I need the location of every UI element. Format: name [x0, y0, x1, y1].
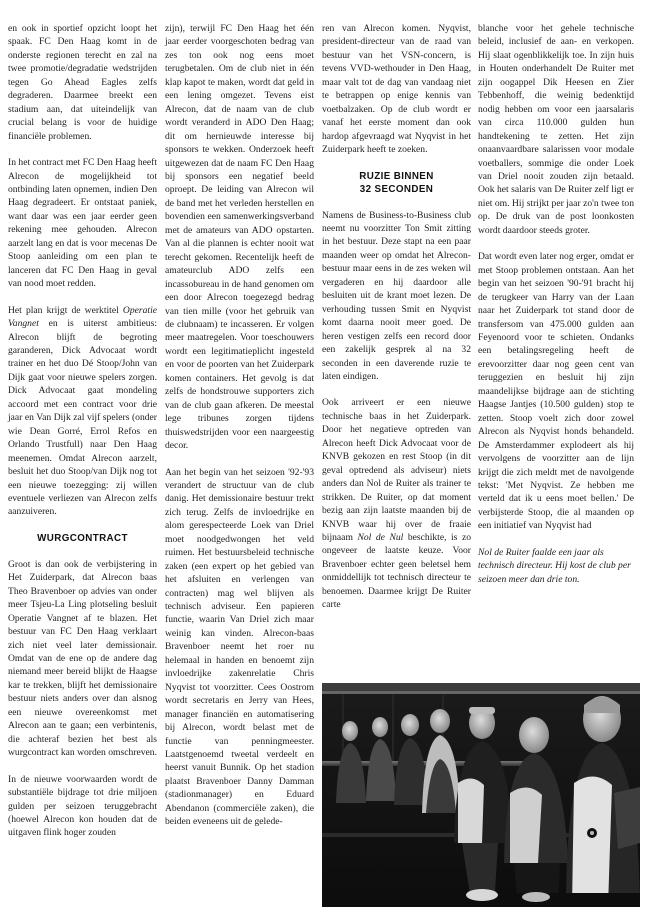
paragraph: In het contract met FC Den Haag heeft Alrecon de mogelijkheid tot ontbinding laten opnemen, indien Den Haag degradeert. Er ontstaat paniek, want daar was een jaar eerder geen rekening mee gehouden. Alrecon aarzelt lang en dat is voor mecenas De Stoop aanleiding om een plan te lanceren dat FC Den Haag in geval van nood moet redden.	[8, 157, 157, 290]
text-run: Ook arriveert er een nieuwe technische baas in het Zuiderpark. Door het negatieve optreden van Alrecon heeft Dick Advocaat voor de KNVB gekozen en rest Stoop (in dit geval optredend als adviseur) niets anders dan Nol de Ruiter als trainer te strikken. De Ruiter, op dat moment bezig aan zijn laatste maanden bij de KNVB waar hij over de fraaie bijnaam	[322, 397, 471, 543]
dugout-photo	[322, 683, 640, 907]
text-column-3	[322, 22, 471, 612]
heading-line: RUZIE BINNEN	[359, 170, 434, 182]
section-heading	[322, 170, 471, 196]
paragraph: Dat wordt even later nog erger, omdat er met Stoop problemen ontstaan. Aan het begin van het seizoen '90-'91 bracht hij de terugkeer van Harry van der Laan naar het Zuiderpark tot stand door de transfersom van 475.000 gulden aan Feyenoord voor te schieten. Ondanks een betalingsregeling heeft de erevoorzitter daar nog geen cent van teruggezien en besluit hij zijn maandelijkse bijdrage aan de stichting Haagse Jantjes (10.500 gulden) stop te zetten. Stoop voelt zich door zowel Alrecon als Nyqvist honds behandeld. De Amsterdammer explodeert als hij vervolgens de voorzitter aan de lijn krijgt die zich meldt met de navolgende tekst: 'Met Nyqvist. Ze hebben me verteld dat ik u eens moet bellen.' De verbijsterde Stoop, die al maanden op een initiatief van Nyqvist had	[478, 251, 634, 532]
paragraph: Aan het begin van het seizoen '92-'93 verandert de structuur van de club danig. Het demissionaire bestuur trekt zich terug. Zelfs de invloedrijke en alom gerespecteerde Loek van Driel moet noodgedwongen het veld ruimen. Het bestuursbeleid technische zaken (een expert op het gebied van het afsluiten en verlengen van contracten) mag wel blijven als technisch adviseur. Een papieren functie, waarin Van Driel zich maar weinig kan vinden. Alrecon-baas Bravenboer neemt het roer nu helemaal in handen en benoemt zijn invloedrijke zakenrelatie Chris Nyqvist tot voorzitter. Cees Oostrom wordt secretaris en Jerry van Hees, manager financiën en automatisering bij Alrecon, wordt belast met de functie van penningmeester. Laatstgenoemd tweetal verdeelt en heerst vanuit Bunnik. Op het stadion plaatst Bravenboer Danny Damman (stadionmanager) en Eduard Abendanon (commerciële zaken), die beiden eveneens uit de gelede-	[165, 466, 314, 828]
text-column-4	[478, 22, 634, 586]
text-column-2	[165, 22, 314, 829]
text-run: beschikte, is zo ongeveer de laatste keuze. Voor Bravenboer echter geen beletsel hem onmiddellijk tot technisch directeur te benoemen. Daarmee krijgt De Ruiter carte	[322, 531, 472, 611]
dugout-photo-illustration	[322, 683, 640, 907]
italic-title: Operatie Vangnet	[8, 304, 157, 330]
paragraph	[8, 304, 157, 519]
photo-caption: Nol de Ruiter faalde een jaar als technisch directeur. Hij kost de club per seizoen meer dan drie ton.	[478, 546, 631, 585]
paragraph: blanche voor het gehele technische beleid, inclusief de aan- en verkopen. Hij slaat ogenblikkelijk toe. In zijn huis in Houten onderhandelt De Ruiter met zijn oogappel Dik Heesen en Zier Tebbenhoff, die weinig bedenktijd nodig hebben om voor een jaarsalaris van circa 110.000 gulden hun handtekening te zetten. Het zijn onaanvaardbare salarissen voor modale voetballers, sommige die onder Loek van Driel nooit zouden zijn betaald. Ook het salaris van De Ruiter zelf ligt er niet om. Hij strijkt per jaar zo'n twee ton op. De druk van de post loonkosten wordt daardoor steeds groter.	[478, 23, 634, 236]
paragraph: zijn), terwijl FC Den Haag het één jaar eerder voorgeschoten bedrag van zes ton ook nog eens moet terugbetalen. Om de club niet in één klap kapot te maken, wordt dat geld in een lening omgezet. Tevens eist Alrecon, dat de naam van de club wordt veranderd in ADO Den Haag; dit om hernieuwde interesse bij sponsors te wekken. Onderzoek heeft uitgewezen dat de naam FC Den Haag bij sponsors een negatief beeld oproept. De leiding van Alrecon wil de band met het verleden herstellen en bovendien een samenwerkingsverband met de amateurs van ADO opstarten. Van al die plannen is echter nooit wat terecht gekomen. Recentelijk heeft de amateurclub ADO zelfs een incassobureau in de hand genomen om een door Alrecon toegezegd bedrag van tien mille (voor het gebruik van de clubnaam) te incasseren. Er volgen meer maatregelen. Voor toeschouwers wordt een legitimatieplicht ingesteld en voor de poorten van het Zuiderpark komen containers. Het gevolg is dat zelfs de hondstrouwe supporters zich van de club gaan afkeren. De meestal lege tribunes zorgen tijdens thuiswedstrijden voor een naargeestig decor.	[165, 23, 314, 452]
italic-title: Nol de Nul	[357, 531, 404, 543]
paragraph: ren van Alrecon komen. Nyqvist, president-directeur van de raad van bestuur van het VSN-concern, is tevens VVD-wethouder in Den Haag, maar valt tot de dag van vandaag niet te betrappen op enige kennis van voetbalzaken. Op de club wordt er vanaf het eerste moment dan ook hardop afgevraagd wat Nyqvist in het Zuiderpark heeft te zoeken.	[322, 23, 471, 156]
text-column-1	[8, 22, 157, 840]
text-run: en is uiterst ambitieus: Alrecon blijft de begroting garanderen, Dick Advocaat wordt trainer en het duo Dé Stoop/John van Dijk gaat voor nieuwe spelers zorgen. Dick Advocaat gaat mondeling accoord met een contract voor drie jaar en Van Dijk zal vijf spelers (onder wie Dean Gorré, Errol Refos en Orlando Trustfull) naar Den Haag meenemen. Omdat Alrecon aarzelt, besluit het duo Stoop/van Dijk nog tot een nieuwe toezegging: zij willen eventuele verliezen van Alrecon zelfs aanzuiveren.	[8, 318, 157, 518]
paragraph: Groot is dan ook de verbijstering in Het Zuiderpark, dat Alrecon baas Theo Bravenboer op advies van onder meer Tsjeu-La Ling plotseling besluit Operatie Vangnet af te blazen. Het bestuur van FC Den Haag verklaart zich niet veel later demissionair. Omdat van de ene op de andere dag niemand meer bereid blijkt de Haagse kar te trekken, blijft het demissionaire bestuur niets anders over dan alsnog een nieuwe overeenkomst met Alrecon aan te gaan; een verbintenis, die achteraf bezien het best als wurgcontract kan worden omschreven.	[8, 558, 158, 759]
paragraph	[322, 396, 471, 611]
heading-line: 32 SECONDEN	[359, 183, 434, 195]
paragraph: In de nieuwe voorwaarden wordt de substantiële bijdrage tot drie miljoen gulden per seizoen teruggebracht (hoewel Alrecon kon houden dat de uitgaven flink hoger zouden	[8, 773, 157, 839]
paragraph: en ook in sportief opzicht loopt het spaak. FC Den Haag komt in de onderste regionen terecht en zal na twee promotie/degradatie wedstrijden tegen Go Ahead Eagles zelfs degraderen. Daarmee breekt een stadium aan, dat uiteindelijk van crucial belang is voor de huidige financiële problemen.	[8, 23, 157, 142]
text-run: Het plan krijgt de werktitel	[8, 304, 123, 316]
section-heading: WURGCONTRACT	[37, 532, 128, 544]
paragraph: Namens de Business-to-Business club neemt nu voorzitter Ton Smit zitting in het bestuur. Deze stapt na een paar maanden weer op omdat het Alrecon-bestuur maar eens in de zes weken wil vergaderen en hij daardoor alle besluiten uit de krant moet lezen. De verhouding tussen Smit en Nyqvist komt daarna nooit meer goed. De heren vestigen zelfs een record door een zakelijk gesprek al na 32 seconden in een daverende ruzie te laten eindigen.	[322, 209, 471, 382]
